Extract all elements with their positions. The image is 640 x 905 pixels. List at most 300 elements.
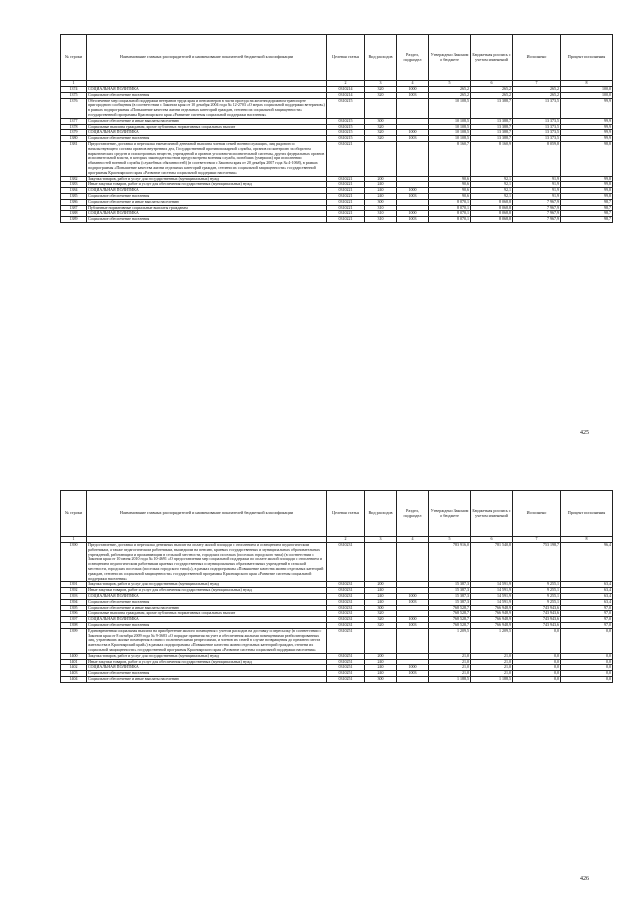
header-budget: Бюджетная роспись с учетом изменений <box>471 491 513 537</box>
row-budget: 1 188,5 <box>471 676 513 682</box>
row-name: Социальное обеспечение и иные выплаты населению <box>87 199 327 205</box>
row-expense-type: 240 <box>365 599 397 605</box>
row-executed: 9 255,1 <box>513 588 561 594</box>
table-row <box>61 217 613 223</box>
row-target-article: 0310231 <box>327 617 365 623</box>
row-section: 1003 <box>397 217 429 223</box>
row-percent: 98,7 <box>561 211 613 217</box>
row-executed: 743 943,6 <box>513 605 561 611</box>
row-name: Единовременная социальная выплата на приобретение жилого помещения с учетом расходов на доставку и пересылку (в соответствии с Законом края от 8 октября 2009 года № 9-3683 «О порядке принятия на учет и обеспечения жилыми помещениями реабилитированных лиц, утративших жилые помещения в связи с политическими репрессиями, и членов их семей в случае возвращения до прежнего места жительства в Красноярский край») в рамках подпрограммы «Повышение качества жизни отдельных категорий граждан, степени их социальной защищенности» государственной программы Красноярского края «Развитие системы социальной поддержки населения» <box>87 628 327 653</box>
row-name: СОЦИАЛЬНАЯ ПОЛИТИКА <box>87 665 327 671</box>
row-budget: 8 068,8 <box>471 199 513 205</box>
row-target-article: 0310231 <box>327 543 365 582</box>
row-percent: 98,7 <box>561 217 613 223</box>
table-header-row <box>61 491 613 537</box>
row-section: 1003 <box>397 622 429 628</box>
row-executed: 743 943,6 <box>513 611 561 617</box>
table-row <box>61 628 613 653</box>
row-approved: 768 528,7 <box>429 605 471 611</box>
column-number: 8 <box>561 81 613 87</box>
row-budget: 13 388,7 <box>471 130 513 136</box>
row-expense-type: 200 <box>365 653 397 659</box>
row-approved: 21,0 <box>429 665 471 671</box>
row-number: 1404 <box>61 676 87 682</box>
row-budget: 766 948,9 <box>471 611 513 617</box>
row-budget: 92,1 <box>471 188 513 194</box>
row-budget: 14 591,9 <box>471 582 513 588</box>
row-percent: 99,8 <box>561 193 613 199</box>
row-name: Социальное обеспечение населения <box>87 92 327 98</box>
row-number: 1383 <box>61 182 87 188</box>
row-expense-type: 240 <box>365 193 397 199</box>
row-expense-type: 310 <box>365 211 397 217</box>
row-percent: 99,9 <box>561 118 613 124</box>
row-percent: 96,4 <box>561 543 613 582</box>
row-percent: 63,4 <box>561 588 613 594</box>
row-budget: 8 068,8 <box>471 211 513 217</box>
row-number: 1391 <box>61 582 87 588</box>
row-number: 1388 <box>61 211 87 217</box>
row-section: 1000 <box>397 130 429 136</box>
header-approved: Утверждено Законом о бюджете <box>429 491 471 537</box>
table-body <box>61 87 613 223</box>
row-name: Социальное обеспечение и иные выплаты населению <box>87 118 327 124</box>
header-target: Целевая статья <box>327 35 365 81</box>
row-budget: 766 948,9 <box>471 605 513 611</box>
row-percent: 0,0 <box>561 659 613 665</box>
row-approved: 783 916,0 <box>429 543 471 582</box>
page-number: 425 <box>580 430 589 436</box>
row-name: Предоставление, доставка и пересылка денежных выплат на оплату жилой площади с отоплением и освещением педагогическим работникам, а также педагогическим работникам, вышедшим на пенсию, краевых государственных и муниципальных образовательных учреждений, работающим и проживающим в сельской местности, городских поселках (поселках городского типа) (в соответствии с Законом края от 10 июня 2010 года № 10-4691 «О предоставлении мер социальной поддержки по оплате жилой площади с отоплением и освещением педагогическим работникам краевых государственных и муниципальных образовательных учреждений в сельской местности, городских поселках (поселках городского типа)»), в рамках подпрограммы «Повышение качества жизни отдельных категорий граждан, степени их социальной защищенности» государственной программы Красноярского края «Развитие системы социальной поддержки населения» <box>87 543 327 582</box>
row-approved: 21,0 <box>429 671 471 677</box>
row-target-article: 0310221 <box>327 188 365 194</box>
row-budget: 13 388,7 <box>471 136 513 142</box>
row-approved: 15 387,3 <box>429 588 471 594</box>
header-percent: Процент исполнения <box>561 491 613 537</box>
header-section: Раздел, подраздел <box>397 491 429 537</box>
row-budget: 92,1 <box>471 176 513 182</box>
column-number: 1 <box>61 81 87 87</box>
row-name: СОЦИАЛЬНАЯ ПОЛИТИКА <box>87 211 327 217</box>
row-section: 1000 <box>397 211 429 217</box>
column-number: 3 <box>365 81 397 87</box>
row-percent: 63,4 <box>561 582 613 588</box>
row-number: 1400 <box>61 653 87 659</box>
header-name: Наименование главных распорядителей и наименование показателей бюджетной классификации <box>87 491 327 537</box>
row-percent: 99,9 <box>561 98 613 118</box>
row-number: 1379 <box>61 130 87 136</box>
row-target-article: 0310221 <box>327 211 365 217</box>
row-approved: 1 209,5 <box>429 628 471 653</box>
row-executed: 265,2 <box>513 87 561 93</box>
budget-table-page-1 <box>60 34 613 223</box>
row-number: 1403 <box>61 671 87 677</box>
row-budget: 13 388,7 <box>471 118 513 124</box>
row-target-article: 0310251 <box>327 653 365 659</box>
row-budget: 21,0 <box>471 659 513 665</box>
row-target-article: 0310214 <box>327 87 365 93</box>
row-expense-type: 240 <box>365 593 397 599</box>
row-expense-type: 240 <box>365 665 397 671</box>
row-executed: 13 373,5 <box>513 130 561 136</box>
row-target-article: 0310231 <box>327 582 365 588</box>
row-name: Публичные нормативные социальные выплаты гражданам <box>87 205 327 211</box>
row-budget: 21,0 <box>471 665 513 671</box>
row-percent: 0,0 <box>561 665 613 671</box>
header-budget: Бюджетная роспись с учетом изменений <box>471 35 513 81</box>
row-approved: 90,6 <box>429 193 471 199</box>
row-number: 1396 <box>61 611 87 617</box>
row-number: 1387 <box>61 205 87 211</box>
row-approved: 10 108,5 <box>429 124 471 130</box>
table-row <box>61 98 613 118</box>
row-approved: 265,2 <box>429 87 471 93</box>
column-number: 5 <box>429 537 471 543</box>
row-budget: 265,2 <box>471 92 513 98</box>
row-number: 1398 <box>61 622 87 628</box>
row-expense-type: 300 <box>365 199 397 205</box>
row-approved: 8 070,1 <box>429 211 471 217</box>
row-number: 1381 <box>61 141 87 176</box>
row-approved: 21,0 <box>429 653 471 659</box>
row-approved: 8 070,1 <box>429 217 471 223</box>
row-percent: 97,0 <box>561 622 613 628</box>
header-approved: Утверждено Законом о бюджете <box>429 35 471 81</box>
row-target-article: 0310215 <box>327 136 365 142</box>
row-target-article: 0310231 <box>327 593 365 599</box>
row-number: 1397 <box>61 617 87 623</box>
row-expense-type: 310 <box>365 205 397 211</box>
row-executed: 7 967,9 <box>513 211 561 217</box>
row-number: 1401 <box>61 659 87 665</box>
row-name: Закупка товаров, работ и услуг для государственных (муниципальных) нужд <box>87 582 327 588</box>
row-budget: 265,2 <box>471 87 513 93</box>
row-expense-type <box>365 628 397 653</box>
row-name: Обеспечение мер социальной поддержки ветеранов труда края и пенсионеров в части проезда на железнодорожном транспорте пригородного сообщения (в соответствии с Законом края от 10 декабря 2004 года № 12-2703 «О мерах социальной поддержки ветеранов») в рамках подпрограммы «Повышение качества жизни отдельных категорий граждан, степени их социальной защищенности» государственной программы Красноярского края «Развитие системы социальной поддержки населения» <box>88 98 325 117</box>
table-body <box>61 543 613 683</box>
row-executed: 91,9 <box>513 188 561 194</box>
row-name: СОЦИАЛЬНАЯ ПОЛИТИКА <box>87 87 327 93</box>
row-name: СОЦИАЛЬНАЯ ПОЛИТИКА <box>87 130 327 136</box>
row-executed: 7 967,9 <box>513 205 561 211</box>
row-approved: 21,0 <box>429 659 471 665</box>
column-number: 6 <box>471 537 513 543</box>
column-number: 7 <box>513 81 561 87</box>
row-expense-type: 240 <box>365 659 397 665</box>
header-type: Вид расходов <box>365 35 397 81</box>
row-target-article: 0310221 <box>327 193 365 199</box>
row-percent: 99,9 <box>561 130 613 136</box>
row-executed: 9 255,1 <box>513 593 561 599</box>
row-percent: 98,7 <box>561 199 613 205</box>
row-executed: 0,0 <box>513 676 561 682</box>
row-target-article: 0310251 <box>327 671 365 677</box>
row-name: Закупка товаров, работ и услуг для государственных (муниципальных) нужд <box>87 653 327 659</box>
row-target-article: 0310251 <box>327 628 365 653</box>
header-name: Наименование главных распорядителей и наименование показателей бюджетной классификации <box>87 35 327 81</box>
row-expense-type <box>365 98 397 118</box>
row-expense-type: 240 <box>365 671 397 677</box>
row-approved: 768 528,7 <box>429 611 471 617</box>
row-expense-type <box>365 543 397 582</box>
row-target-article: 0310231 <box>327 588 365 594</box>
row-name: Иные закупки товаров, работ и услуг для обеспечения государственных (муниципальных) нужд <box>87 659 327 665</box>
row-name: Социальное обеспечение населения <box>87 622 327 628</box>
row-executed: 13 373,5 <box>513 124 561 130</box>
row-percent: 0,0 <box>561 671 613 677</box>
row-approved: 15 387,3 <box>429 599 471 605</box>
row-expense-type: 320 <box>365 136 397 142</box>
row-percent: 100,0 <box>561 92 613 98</box>
row-executed: 7 967,9 <box>513 199 561 205</box>
row-number: 1395 <box>61 605 87 611</box>
row-budget: 13 388,7 <box>471 98 513 118</box>
row-executed: 13 373,5 <box>513 98 561 118</box>
row-executed: 0,0 <box>513 628 561 653</box>
row-percent: 63,4 <box>561 593 613 599</box>
row-target-article: 0310221 <box>327 176 365 182</box>
row-percent: 97,0 <box>561 617 613 623</box>
row-budget: 1 209,5 <box>471 628 513 653</box>
row-name: Социальное обеспечение населения <box>87 217 327 223</box>
row-budget: 14 591,9 <box>471 593 513 599</box>
row-percent: 99,9 <box>561 124 613 130</box>
row-expense-type: 200 <box>365 582 397 588</box>
row-executed: 0,0 <box>513 653 561 659</box>
row-number: 1374 <box>61 87 87 93</box>
row-budget: 13 388,7 <box>471 124 513 130</box>
row-number: 1376 <box>61 98 87 118</box>
row-target-article: 0310231 <box>327 605 365 611</box>
row-target-article: 0310215 <box>327 118 365 124</box>
row-budget: 8 160,9 <box>471 141 513 176</box>
row-section: 1000 <box>397 87 429 93</box>
row-number: 1377 <box>61 118 87 124</box>
row-approved: 10 108,5 <box>429 98 471 118</box>
row-number: 1399 <box>61 628 87 653</box>
row-percent: 97,0 <box>561 605 613 611</box>
row-name: Социальное обеспечение населения <box>87 193 327 199</box>
row-section: 1000 <box>397 593 429 599</box>
row-approved: 10 108,5 <box>429 118 471 124</box>
row-approved: 8 070,1 <box>429 199 471 205</box>
row-budget: 8 068,8 <box>471 205 513 211</box>
row-expense-type: 320 <box>365 622 397 628</box>
row-expense-type: 320 <box>365 124 397 130</box>
row-approved: 8 070,1 <box>429 205 471 211</box>
row-section: 1003 <box>397 136 429 142</box>
row-number: 1392 <box>61 588 87 594</box>
row-executed: 0,0 <box>513 665 561 671</box>
table-row <box>61 543 613 582</box>
row-number: 1385 <box>61 193 87 199</box>
row-expense-type: 320 <box>365 611 397 617</box>
header-num: № строки <box>61 35 87 81</box>
row-target-article: 0310231 <box>327 599 365 605</box>
row-budget: 92,1 <box>471 182 513 188</box>
row-section: 1003 <box>397 599 429 605</box>
row-executed: 753 198,7 <box>513 543 561 582</box>
row-percent: 0,0 <box>561 628 613 653</box>
row-target-article: 0310221 <box>327 217 365 223</box>
row-budget: 14 591,9 <box>471 599 513 605</box>
row-executed: 9 255,1 <box>513 599 561 605</box>
row-target-article: 0310251 <box>327 665 365 671</box>
row-section: 1003 <box>397 193 429 199</box>
row-executed: 91,9 <box>513 176 561 182</box>
row-executed: 9 255,1 <box>513 582 561 588</box>
row-executed: 0,0 <box>513 659 561 665</box>
row-name: Социальное обеспечение населения <box>87 671 327 677</box>
row-budget: 21,0 <box>471 653 513 659</box>
row-expense-type: 300 <box>365 676 397 682</box>
row-budget: 21,0 <box>471 671 513 677</box>
table-header-row <box>61 35 613 81</box>
row-approved: 90,6 <box>429 176 471 182</box>
row-number: 1375 <box>61 92 87 98</box>
row-number: 1389 <box>61 217 87 223</box>
row-number: 1384 <box>61 188 87 194</box>
row-executed: 743 943,6 <box>513 622 561 628</box>
row-target-article: 0310215 <box>327 130 365 136</box>
row-budget: 92,1 <box>471 193 513 199</box>
row-target-article: 0310221 <box>327 141 365 176</box>
row-section <box>397 98 429 118</box>
row-expense-type: 320 <box>365 87 397 93</box>
row-executed: 0,0 <box>513 671 561 677</box>
row-expense-type: 240 <box>365 588 397 594</box>
budget-table-page-2 <box>60 490 613 683</box>
row-budget: 8 068,8 <box>471 217 513 223</box>
row-target-article: 0310214 <box>327 92 365 98</box>
row-approved: 15 387,3 <box>429 582 471 588</box>
row-section: 1000 <box>397 617 429 623</box>
column-number: 2 <box>327 537 365 543</box>
row-expense-type: 320 <box>365 92 397 98</box>
row-percent: 98,8 <box>561 141 613 176</box>
row-name: СОЦИАЛЬНАЯ ПОЛИТИКА <box>87 617 327 623</box>
row-section: 1000 <box>397 665 429 671</box>
row-approved: 10 108,5 <box>429 136 471 142</box>
column-number: 4 <box>397 81 429 87</box>
row-budget: 766 948,9 <box>471 622 513 628</box>
row-executed: 91,9 <box>513 182 561 188</box>
row-approved: 768 528,7 <box>429 617 471 623</box>
row-number: 1394 <box>61 599 87 605</box>
row-approved: 1 188,5 <box>429 676 471 682</box>
row-budget: 781 540,8 <box>471 543 513 582</box>
row-name: СОЦИАЛЬНАЯ ПОЛИТИКА <box>87 188 327 194</box>
row-target-article: 0310221 <box>327 199 365 205</box>
row-number: 1386 <box>61 199 87 205</box>
column-number: 6 <box>471 81 513 87</box>
header-done: Исполнено <box>513 35 561 81</box>
row-approved: 265,2 <box>429 92 471 98</box>
row-name: Иные закупки товаров, работ и услуг для обеспечения государственных (муниципальных) нужд <box>87 182 327 188</box>
row-section: 1003 <box>397 671 429 677</box>
row-expense-type: 310 <box>365 217 397 223</box>
column-number: 7 <box>513 537 561 543</box>
row-number: 1380 <box>61 136 87 142</box>
row-percent: 99,8 <box>561 176 613 182</box>
row-section <box>397 676 429 682</box>
row-approved: 768 528,7 <box>429 622 471 628</box>
row-target-article: 0310215 <box>327 98 365 118</box>
row-expense-type: 300 <box>365 605 397 611</box>
table-row <box>61 141 613 176</box>
row-section: 1000 <box>397 188 429 194</box>
row-percent: 0,0 <box>561 676 613 682</box>
row-section: 1003 <box>397 92 429 98</box>
row-section <box>397 543 429 582</box>
row-target-article: 0310215 <box>327 124 365 130</box>
row-name: Социальное обеспечение населения <box>87 599 327 605</box>
row-percent: 97,0 <box>561 611 613 617</box>
row-executed: 265,2 <box>513 92 561 98</box>
header-target: Целевая статья <box>327 491 365 537</box>
column-number: 5 <box>429 81 471 87</box>
row-percent: 98,7 <box>561 205 613 211</box>
row-expense-type: 320 <box>365 130 397 136</box>
header-section: Раздел, подраздел <box>397 35 429 81</box>
row-executed: 13 373,5 <box>513 118 561 124</box>
row-expense-type: 320 <box>365 617 397 623</box>
row-expense-type: 200 <box>365 176 397 182</box>
row-budget: 14 591,9 <box>471 588 513 594</box>
column-number: 2 <box>327 81 365 87</box>
row-approved: 90,6 <box>429 188 471 194</box>
row-target-article: 0310251 <box>327 659 365 665</box>
header-type: Вид расходов <box>365 491 397 537</box>
row-number: 1382 <box>61 176 87 182</box>
row-percent: 99,8 <box>561 182 613 188</box>
row-approved: 90,6 <box>429 182 471 188</box>
row-name: СОЦИАЛЬНАЯ ПОЛИТИКА <box>87 593 327 599</box>
header-num: № строки <box>61 491 87 537</box>
page-number: 426 <box>580 876 589 882</box>
column-number: 1 <box>61 537 87 543</box>
row-expense-type <box>365 141 397 176</box>
row-expense-type: 240 <box>365 188 397 194</box>
row-target-article: 0310231 <box>327 622 365 628</box>
header-done: Исполнено <box>513 491 561 537</box>
row-section <box>397 141 429 176</box>
row-name: Предоставление, доставка и пересылка ежемесячной денежной выплаты членам семей военнослужащих, лиц рядового и начальствующего состава органов внутренних дел, Государственной противопожарной службы, органов по контролю за оборотом наркотических средств и психотропных веществ, учреждений и органов уголовно-исполнительной системы, других федеральных органов исполнительной власти, в которых законодательством предусмотрена военная служба, погибших (умерших) при исполнении обязанностей военной службы (служебных обязанностей) (в соответствии с Законом края от 20 декабря 2007 года № 4-1068), в рамках подпрограммы «Повышение качества жизни отдельных категорий граждан, степени их социальной защищенности» государственной программы Красноярского края «Развитие системы социальной поддержки населения» <box>87 141 327 176</box>
row-expense-type: 240 <box>365 182 397 188</box>
row-expense-type: 300 <box>365 118 397 124</box>
column-number: 4 <box>397 537 429 543</box>
row-target-article: 0310221 <box>327 182 365 188</box>
row-target-article: 0310251 <box>327 676 365 682</box>
row-number: 1390 <box>61 543 87 582</box>
row-executed: 91,9 <box>513 193 561 199</box>
row-approved: 15 387,3 <box>429 593 471 599</box>
row-executed: 743 943,6 <box>513 617 561 623</box>
row-name: Иные закупки товаров, работ и услуг для обеспечения государственных (муниципальных) нужд <box>87 588 327 594</box>
row-number: 1402 <box>61 665 87 671</box>
row-percent: 63,4 <box>561 599 613 605</box>
row-budget: 766 948,9 <box>471 617 513 623</box>
row-target-article: 0310221 <box>327 205 365 211</box>
row-executed: 8 059,8 <box>513 141 561 176</box>
row-name: Социальные выплаты гражданам, кроме публичных нормативных социальных выплат <box>87 611 327 617</box>
column-number: 3 <box>365 537 397 543</box>
row-name: Социальное обеспечение и иные выплаты населению <box>87 605 327 611</box>
row-target-article: 0310231 <box>327 611 365 617</box>
row-name: Социальные выплаты гражданам, кроме публичных нормативных социальных выплат <box>87 124 327 130</box>
row-number: 1378 <box>61 124 87 130</box>
row-approved: 8 160,7 <box>429 141 471 176</box>
